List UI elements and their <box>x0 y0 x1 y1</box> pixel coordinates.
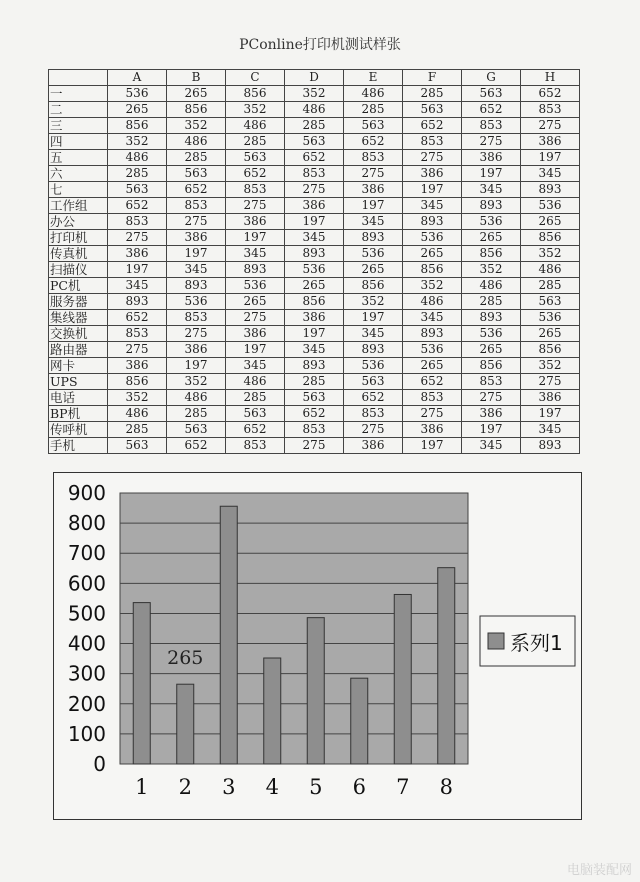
table-cell: 486 <box>521 262 580 278</box>
y-tick-label: 900 <box>67 481 106 505</box>
row-label: 五 <box>49 150 108 166</box>
table-cell: 563 <box>108 438 167 454</box>
table-cell: 536 <box>403 230 462 246</box>
table-cell: 563 <box>403 102 462 118</box>
table-cell: 652 <box>108 198 167 214</box>
table-cell: 536 <box>521 310 580 326</box>
table-cell: 563 <box>285 390 344 406</box>
bar-chart <box>54 473 581 819</box>
table-cell: 352 <box>521 358 580 374</box>
table-cell: 386 <box>226 326 285 342</box>
row-label: 办公 <box>49 214 108 230</box>
table-cell: 345 <box>226 246 285 262</box>
table-cell: 652 <box>108 310 167 326</box>
table-row <box>49 358 580 374</box>
table-cell: 563 <box>108 182 167 198</box>
table-cell: 197 <box>167 358 226 374</box>
table-cell: 275 <box>285 438 344 454</box>
table-cell: 563 <box>167 166 226 182</box>
table-cell: 285 <box>285 374 344 390</box>
table-cell: 386 <box>521 390 580 406</box>
column-header: F <box>403 70 462 86</box>
table-cell: 563 <box>226 150 285 166</box>
row-label: 手机 <box>49 438 108 454</box>
table-cell: 285 <box>285 118 344 134</box>
table-cell: 345 <box>344 326 403 342</box>
row-label: 一 <box>49 86 108 102</box>
table-row <box>49 326 580 342</box>
table-cell: 652 <box>285 150 344 166</box>
table-cell: 352 <box>167 374 226 390</box>
row-label: BP机 <box>49 406 108 422</box>
bar <box>307 618 324 764</box>
column-header: A <box>108 70 167 86</box>
x-tick-label: 5 <box>309 775 323 799</box>
table-cell: 853 <box>167 310 226 326</box>
x-tick-label: 2 <box>178 775 192 799</box>
table-cell: 386 <box>403 422 462 438</box>
table-cell: 893 <box>167 278 226 294</box>
table-cell: 652 <box>403 118 462 134</box>
table-cell: 265 <box>167 86 226 102</box>
table-cell: 352 <box>108 390 167 406</box>
y-tick-label: 700 <box>67 541 106 566</box>
bar <box>394 594 411 764</box>
table-cell: 652 <box>462 102 521 118</box>
table-row <box>49 166 580 182</box>
table-cell: 275 <box>167 214 226 230</box>
table-cell: 652 <box>167 438 226 454</box>
table-cell: 285 <box>521 278 580 294</box>
table-cell: 275 <box>403 406 462 422</box>
row-label: 集线器 <box>49 310 108 326</box>
y-tick-label: 500 <box>67 601 106 626</box>
table-cell: 856 <box>108 374 167 390</box>
table-cell: 386 <box>403 166 462 182</box>
x-tick-label: 8 <box>439 775 453 799</box>
table-cell: 652 <box>344 134 403 150</box>
row-label: 六 <box>49 166 108 182</box>
table-cell: 853 <box>403 390 462 406</box>
table-cell: 275 <box>521 374 580 390</box>
row-label: 扫描仪 <box>49 262 108 278</box>
row-label: 电话 <box>49 390 108 406</box>
table-cell: 352 <box>167 118 226 134</box>
table-row <box>49 294 580 310</box>
row-label: 打印机 <box>49 230 108 246</box>
table-cell: 893 <box>344 342 403 358</box>
row-label: 交换机 <box>49 326 108 342</box>
row-label: 服务器 <box>49 294 108 310</box>
table-cell: 275 <box>521 118 580 134</box>
table-cell: 486 <box>108 150 167 166</box>
table-cell: 893 <box>521 182 580 198</box>
table-cell: 386 <box>108 246 167 262</box>
y-tick-label: 400 <box>67 631 106 656</box>
table-cell: 345 <box>167 262 226 278</box>
table-cell: 345 <box>521 166 580 182</box>
table-cell: 265 <box>462 230 521 246</box>
table-cell: 652 <box>521 86 580 102</box>
table-cell: 563 <box>521 294 580 310</box>
table-cell: 386 <box>462 406 521 422</box>
table-header-row <box>49 70 580 86</box>
table-cell: 893 <box>462 198 521 214</box>
table-cell: 197 <box>285 326 344 342</box>
bar <box>133 603 150 764</box>
table-cell: 275 <box>462 134 521 150</box>
table-cell: 893 <box>226 262 285 278</box>
row-label: 传呼机 <box>49 422 108 438</box>
y-tick-label: 100 <box>67 721 106 746</box>
table-cell: 386 <box>167 230 226 246</box>
table-row <box>49 102 580 118</box>
table-cell: 856 <box>462 358 521 374</box>
table-cell: 563 <box>462 86 521 102</box>
table-cell: 197 <box>344 198 403 214</box>
column-header: G <box>462 70 521 86</box>
table-cell: 265 <box>108 102 167 118</box>
table-cell: 856 <box>521 230 580 246</box>
table-cell: 856 <box>285 294 344 310</box>
row-label: 传真机 <box>49 246 108 262</box>
table-cell: 265 <box>462 342 521 358</box>
table-cell: 853 <box>344 406 403 422</box>
table-cell: 285 <box>226 134 285 150</box>
table-cell: 856 <box>226 86 285 102</box>
table-cell: 275 <box>285 182 344 198</box>
table-cell: 285 <box>167 406 226 422</box>
table-cell: 197 <box>344 310 403 326</box>
bar <box>177 684 194 764</box>
table-cell: 197 <box>285 214 344 230</box>
table-row <box>49 118 580 134</box>
table-cell: 486 <box>108 406 167 422</box>
table-cell: 345 <box>285 342 344 358</box>
table-cell: 853 <box>521 102 580 118</box>
table-cell: 345 <box>462 182 521 198</box>
table-cell: 853 <box>462 118 521 134</box>
column-header: H <box>521 70 580 86</box>
table-cell: 285 <box>167 150 226 166</box>
table-row <box>49 262 580 278</box>
table-cell: 856 <box>108 118 167 134</box>
table-cell: 893 <box>108 294 167 310</box>
x-tick-label: 7 <box>396 775 410 799</box>
table-cell: 536 <box>403 342 462 358</box>
table-cell: 486 <box>344 86 403 102</box>
table-cell: 352 <box>462 262 521 278</box>
table-cell: 853 <box>108 326 167 342</box>
table-cell: 386 <box>108 358 167 374</box>
data-table <box>48 69 580 454</box>
table-cell: 285 <box>462 294 521 310</box>
table-row <box>49 406 580 422</box>
legend-label: 系列1 <box>510 631 563 655</box>
table-cell: 853 <box>167 198 226 214</box>
table-cell: 275 <box>108 230 167 246</box>
column-header: E <box>344 70 403 86</box>
table-row <box>49 86 580 102</box>
corner-cell <box>49 70 108 86</box>
x-tick-label: 4 <box>265 775 279 799</box>
table-cell: 652 <box>285 406 344 422</box>
table-cell: 486 <box>462 278 521 294</box>
table-row <box>49 342 580 358</box>
table-cell: 652 <box>403 374 462 390</box>
table-cell: 536 <box>167 294 226 310</box>
table-cell: 486 <box>167 390 226 406</box>
table-cell: 285 <box>403 86 462 102</box>
table-cell: 893 <box>521 438 580 454</box>
table-cell: 265 <box>226 294 285 310</box>
table-row <box>49 150 580 166</box>
table-cell: 853 <box>226 438 285 454</box>
table-cell: 486 <box>403 294 462 310</box>
table-cell: 386 <box>285 310 344 326</box>
table-cell: 197 <box>462 422 521 438</box>
x-tick-label: 6 <box>352 775 366 799</box>
legend-swatch <box>488 633 504 649</box>
table-cell: 275 <box>403 150 462 166</box>
table-row <box>49 134 580 150</box>
table-cell: 856 <box>403 262 462 278</box>
bar <box>351 678 368 764</box>
table-cell: 853 <box>285 422 344 438</box>
table-cell: 856 <box>462 246 521 262</box>
table-cell: 265 <box>285 278 344 294</box>
row-label: 七 <box>49 182 108 198</box>
table-cell: 856 <box>344 278 403 294</box>
table-cell: 352 <box>226 102 285 118</box>
y-tick-label: 0 <box>93 752 106 776</box>
table-cell: 197 <box>403 438 462 454</box>
row-label: 工作组 <box>49 198 108 214</box>
table-cell: 563 <box>344 118 403 134</box>
column-header: B <box>167 70 226 86</box>
table-cell: 853 <box>285 166 344 182</box>
table-cell: 197 <box>462 166 521 182</box>
page-title: PConline打印机测试样张 <box>239 37 401 53</box>
table-row <box>49 422 580 438</box>
row-label: PC机 <box>49 278 108 294</box>
table-cell: 345 <box>344 214 403 230</box>
table-cell: 275 <box>226 310 285 326</box>
table-cell: 386 <box>285 198 344 214</box>
table-cell: 563 <box>285 134 344 150</box>
table-cell: 275 <box>108 342 167 358</box>
y-tick-label: 800 <box>67 511 106 536</box>
table-cell: 893 <box>285 358 344 374</box>
table-cell: 197 <box>226 342 285 358</box>
table-cell: 197 <box>108 262 167 278</box>
table-cell: 652 <box>226 166 285 182</box>
table-cell: 893 <box>344 230 403 246</box>
bar <box>438 568 455 764</box>
table-cell: 386 <box>462 150 521 166</box>
table-cell: 893 <box>403 214 462 230</box>
x-tick-label: 1 <box>135 775 149 799</box>
table-cell: 856 <box>521 342 580 358</box>
table-cell: 853 <box>403 134 462 150</box>
table-cell: 265 <box>403 246 462 262</box>
table-cell: 853 <box>344 150 403 166</box>
table-cell: 856 <box>167 102 226 118</box>
bar <box>220 506 237 764</box>
row-label: 二 <box>49 102 108 118</box>
table-cell: 536 <box>285 262 344 278</box>
table-cell: 345 <box>403 198 462 214</box>
row-label: 路由器 <box>49 342 108 358</box>
table-cell: 486 <box>226 374 285 390</box>
table-cell: 345 <box>108 278 167 294</box>
y-tick-label: 300 <box>67 661 106 686</box>
table-row <box>49 390 580 406</box>
table-cell: 563 <box>226 406 285 422</box>
table-cell: 352 <box>521 246 580 262</box>
watermark: 电脑装配网 <box>566 863 632 878</box>
table-row <box>49 278 580 294</box>
table-cell: 853 <box>462 374 521 390</box>
table-cell: 536 <box>462 326 521 342</box>
table-cell: 386 <box>344 182 403 198</box>
table-row <box>49 438 580 454</box>
table-cell: 536 <box>344 246 403 262</box>
table-cell: 285 <box>108 166 167 182</box>
table-cell: 265 <box>344 262 403 278</box>
bar <box>264 658 281 764</box>
table-cell: 352 <box>344 294 403 310</box>
table-cell: 275 <box>226 198 285 214</box>
table-cell: 275 <box>462 390 521 406</box>
table-cell: 893 <box>285 246 344 262</box>
table-cell: 853 <box>108 214 167 230</box>
table-cell: 275 <box>344 422 403 438</box>
table-cell: 352 <box>285 86 344 102</box>
table-cell: 345 <box>226 358 285 374</box>
table-cell: 386 <box>226 214 285 230</box>
table-cell: 486 <box>226 118 285 134</box>
table-cell: 536 <box>108 86 167 102</box>
table-cell: 345 <box>462 438 521 454</box>
table-cell: 386 <box>344 438 403 454</box>
table-cell: 352 <box>403 278 462 294</box>
table-cell: 486 <box>285 102 344 118</box>
table-cell: 853 <box>226 182 285 198</box>
row-label: 三 <box>49 118 108 134</box>
table-cell: 893 <box>403 326 462 342</box>
table-cell: 536 <box>521 198 580 214</box>
table-cell: 386 <box>167 342 226 358</box>
data-label: 265 <box>167 647 204 670</box>
table-cell: 893 <box>462 310 521 326</box>
table-cell: 352 <box>108 134 167 150</box>
row-label: 四 <box>49 134 108 150</box>
table-cell: 652 <box>344 390 403 406</box>
table-cell: 285 <box>226 390 285 406</box>
table-row <box>49 374 580 390</box>
table-cell: 345 <box>403 310 462 326</box>
column-header: D <box>285 70 344 86</box>
table-row <box>49 246 580 262</box>
table-cell: 265 <box>521 214 580 230</box>
table-cell: 536 <box>462 214 521 230</box>
table-cell: 563 <box>167 422 226 438</box>
table-cell: 563 <box>344 374 403 390</box>
table-row <box>49 198 580 214</box>
row-label: UPS <box>49 374 108 390</box>
table-row <box>49 214 580 230</box>
table-row <box>49 182 580 198</box>
table-cell: 536 <box>226 278 285 294</box>
y-tick-label: 600 <box>67 571 106 596</box>
table-cell: 345 <box>521 422 580 438</box>
table-cell: 536 <box>344 358 403 374</box>
table-cell: 386 <box>521 134 580 150</box>
table-cell: 275 <box>344 166 403 182</box>
table-cell: 197 <box>521 150 580 166</box>
table-cell: 197 <box>167 246 226 262</box>
table-cell: 345 <box>285 230 344 246</box>
table-cell: 197 <box>226 230 285 246</box>
table-cell: 197 <box>403 182 462 198</box>
table-cell: 275 <box>167 326 226 342</box>
plot-area <box>120 493 468 764</box>
table-row <box>49 310 580 326</box>
table-cell: 285 <box>108 422 167 438</box>
table-cell: 652 <box>167 182 226 198</box>
table-cell: 486 <box>167 134 226 150</box>
table-cell: 265 <box>403 358 462 374</box>
y-tick-label: 200 <box>67 691 106 716</box>
row-label: 网卡 <box>49 358 108 374</box>
column-header: C <box>226 70 285 86</box>
table-cell: 197 <box>521 406 580 422</box>
table-cell: 285 <box>344 102 403 118</box>
table-cell: 265 <box>521 326 580 342</box>
x-tick-label: 3 <box>222 775 236 799</box>
table-row <box>49 230 580 246</box>
bar-chart-frame <box>53 472 582 820</box>
table-cell: 652 <box>226 422 285 438</box>
